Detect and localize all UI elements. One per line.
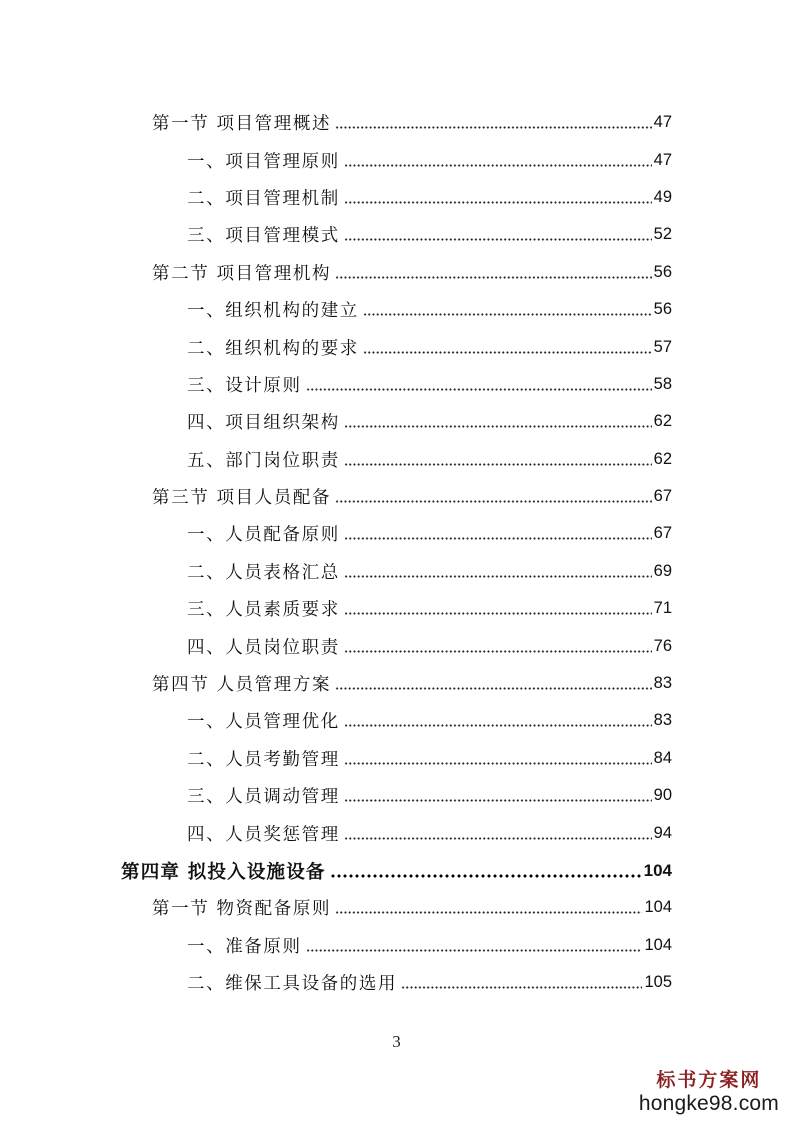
toc-entry-item[interactable] [0,366,793,403]
toc-dot-leader [363,351,652,354]
toc-entry-title: 五、部门岗位职责 [187,450,340,471]
toc-entry-title: 二、项目管理机制 [187,188,340,209]
page-number: 3 [392,1032,401,1051]
toc-entry-item[interactable] [0,964,793,1001]
toc-dot-leader [344,201,652,204]
toc-entry-page: 56 [653,262,672,281]
toc-dot-leader [401,986,642,989]
toc-entry-title: 一、项目管理原则 [187,151,340,172]
toc-entry-page: 84 [653,748,672,767]
toc-entry-item[interactable] [0,814,793,851]
toc-dot-leader [344,612,652,615]
toc-entry-item[interactable] [0,740,793,777]
toc-entry-page: 105 [644,973,672,992]
toc-entry-item[interactable] [0,627,793,664]
toc-entry-title: 三、项目管理模式 [187,226,340,247]
toc-entry-item[interactable] [0,179,793,216]
toc-entry-page: 94 [653,823,672,842]
toc-entry-page: 56 [653,300,672,319]
toc-entry-item[interactable] [0,777,793,814]
toc-entry-page: 47 [653,150,672,169]
toc-entry-title: 二、人员考勤管理 [187,749,340,770]
toc-entry-section[interactable] [0,104,793,141]
toc-dot-leader [344,724,652,727]
toc-entry-page: 83 [653,674,672,693]
toc-dot-leader [344,650,652,653]
toc-dot-leader [335,126,652,129]
toc-dot-leader [306,388,652,391]
toc-entry-page: 71 [653,599,672,618]
toc-entry-title: 四、人员奖惩管理 [187,824,340,845]
toc-entry-page: 104 [644,935,672,954]
toc-entry-title: 二、组织机构的要求 [187,338,359,359]
toc-entry-title: 第二节 项目管理机构 [152,263,332,284]
toc-entry-title: 第一节 物资配备原则 [152,899,332,920]
toc-entry-title: 第四节 人员管理方案 [152,675,332,696]
toc-entry-title: 一、准备原则 [187,936,302,957]
toc-dot-leader [335,687,652,690]
toc-dot-leader [344,537,652,540]
toc-entry-page: 62 [653,412,672,431]
toc-entry-page: 49 [653,187,672,206]
toc-entry-title: 二、维保工具设备的选用 [187,974,398,995]
toc-entry-page: 52 [653,225,672,244]
toc-entry-item[interactable] [0,553,793,590]
toc-entry-item[interactable] [0,141,793,178]
toc-entry-title: 第三节 项目人员配备 [152,488,332,509]
toc-entry-title: 四、项目组织架构 [187,413,340,434]
toc-dot-leader [344,238,652,241]
toc-entry-page: 69 [653,561,672,580]
toc-entry-section[interactable] [0,478,793,515]
toc-entry-page: 67 [653,524,672,543]
toc-entry-title: 一、组织机构的建立 [187,301,359,322]
toc-entry-item[interactable] [0,702,793,739]
toc-dot-leader [344,799,652,802]
toc-entry-item[interactable] [0,590,793,627]
toc-entry-section[interactable] [0,889,793,926]
table-of-contents [0,104,793,1001]
watermark-name: 标书方案网 [656,1069,762,1091]
toc-dot-leader [363,313,652,316]
toc-entry-title: 一、人员配备原则 [187,525,340,546]
toc-entry-chapter[interactable] [0,852,793,889]
toc-dot-leader [344,425,652,428]
toc-entry-page: 58 [653,374,672,393]
toc-entry-page: 67 [653,487,672,506]
toc-entry-item[interactable] [0,403,793,440]
toc-entry-section[interactable] [0,254,793,291]
toc-entry-title: 第四章 拟投入设施设备 [121,861,326,883]
toc-entry-title: 四、人员岗位职责 [187,637,340,658]
toc-entry-page: 90 [653,786,672,805]
toc-entry-title: 三、设计原则 [187,375,302,396]
toc-dot-leader [335,911,642,914]
toc-entry-title: 第一节 项目管理概述 [152,114,332,135]
toc-entry-item[interactable] [0,291,793,328]
toc-dot-leader [344,463,652,466]
toc-entry-page: 47 [653,113,672,132]
toc-entry-title: 一、人员管理优化 [187,712,340,733]
toc-entry-page: 57 [653,337,672,356]
toc-entry-page: 76 [653,636,672,655]
toc-dot-leader [306,949,643,952]
toc-entry-page: 104 [644,898,672,917]
toc-entry-item[interactable] [0,515,793,552]
toc-dot-leader [344,164,652,167]
toc-dot-leader [330,874,642,878]
site-watermark [639,1068,779,1116]
toc-entry-title: 三、人员调动管理 [187,787,340,808]
toc-entry-item[interactable] [0,927,793,964]
toc-dot-leader [344,762,652,765]
watermark-url: hongke98.com [638,1092,779,1115]
toc-entry-title: 二、人员表格汇总 [187,562,340,583]
toc-dot-leader [344,837,652,840]
toc-entry-item[interactable] [0,441,793,478]
toc-entry-section[interactable] [0,665,793,702]
toc-dot-leader [335,500,652,503]
toc-entry-page: 104 [643,860,672,880]
toc-entry-page: 83 [653,711,672,730]
toc-dot-leader [344,575,652,578]
toc-entry-page: 62 [653,449,672,468]
toc-entry-item[interactable] [0,328,793,365]
toc-dot-leader [335,276,652,279]
toc-entry-item[interactable] [0,216,793,253]
toc-entry-title: 三、人员素质要求 [187,600,340,621]
